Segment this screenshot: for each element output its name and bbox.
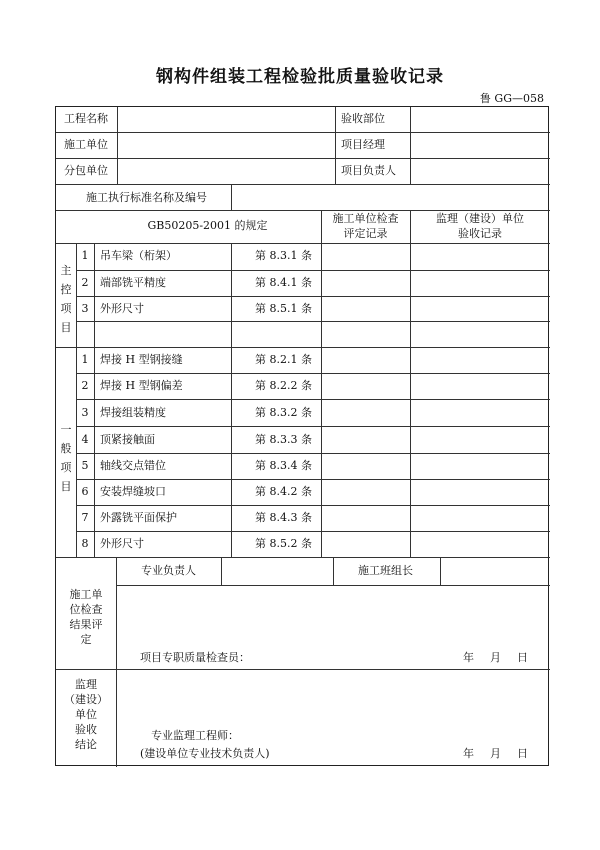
eval-month: 月 xyxy=(490,651,501,664)
general-items-label: 一 般 项 目 xyxy=(60,423,72,493)
standard-label: 施工执行标准名称及编号 xyxy=(86,191,207,204)
supervising-engineer-label: 专业监理工程师： xyxy=(151,729,239,742)
general-item-no: 7 xyxy=(81,511,89,524)
main-item-clause: 第 8.4.1 条 xyxy=(255,276,312,289)
acceptance-dept-label: 验收部位 xyxy=(341,112,385,125)
eval-day: 日 xyxy=(517,651,528,664)
general-item-clause: 第 8.2.2 条 xyxy=(255,379,312,392)
construction-unit-label: 施工单位 xyxy=(64,138,108,151)
general-item-clause: 第 8.4.3 条 xyxy=(255,511,312,524)
main-item-no: 1 xyxy=(81,249,89,262)
general-item-clause: 第 8.5.2 条 xyxy=(255,537,312,550)
quality-inspector-label: 项目专职质量检查员： xyxy=(140,651,250,664)
unit-check-header-line2: 评定记录 xyxy=(343,227,388,240)
general-item-name: 焊接 H 型钢偏差 xyxy=(100,379,183,392)
general-item-name: 外形尺寸 xyxy=(100,537,144,550)
general-item-name: 外露铣平面保护 xyxy=(100,511,177,524)
main-item-no: 3 xyxy=(81,302,89,315)
general-item-clause: 第 8.3.4 条 xyxy=(255,459,312,472)
document-title: 钢构件组装工程检验批质量验收记录 xyxy=(156,67,444,87)
main-item-name: 外形尺寸 xyxy=(100,302,144,315)
specialist-label: 专业负责人 xyxy=(141,564,196,577)
general-item-no: 1 xyxy=(81,353,89,366)
general-item-no: 5 xyxy=(81,459,89,472)
team-leader-label: 施工班组长 xyxy=(358,564,413,577)
general-item-name: 焊接组装精度 xyxy=(100,406,166,419)
main-item-name: 吊车梁（桁架） xyxy=(100,249,177,262)
construction-eval-label: 施工单 位检查 结果评 定 xyxy=(69,588,103,646)
supervision-month: 月 xyxy=(490,747,501,760)
project-name-label: 工程名称 xyxy=(64,112,108,125)
general-item-name: 轴线交点错位 xyxy=(100,459,166,472)
general-item-no: 2 xyxy=(81,379,89,392)
general-item-no: 4 xyxy=(81,433,89,446)
project-manager-label: 项目经理 xyxy=(341,138,385,151)
general-item-name: 顶紧接触面 xyxy=(100,433,155,446)
supervision-year: 年 xyxy=(463,747,474,760)
inspection-form xyxy=(55,106,549,766)
main-item-name: 端部铣平精度 xyxy=(100,276,166,289)
supervision-day: 日 xyxy=(517,747,528,760)
general-item-no: 3 xyxy=(81,406,89,419)
main-item-clause: 第 8.5.1 条 xyxy=(255,302,312,315)
supervisor-header-line2: 验收记录 xyxy=(458,227,502,240)
general-item-name: 焊接 H 型钢接缝 xyxy=(100,353,183,366)
owner-tech-lead-label: (建设单位专业技术负责人) xyxy=(140,747,270,760)
main-control-label: 主 控 项 目 xyxy=(60,264,72,334)
subcontract-unit-label: 分包单位 xyxy=(64,164,108,177)
supervision-label: 监理 （建设） 单位 验收 结论 xyxy=(64,678,108,751)
unit-check-header-line1: 施工单位检查 xyxy=(332,212,399,225)
general-item-clause: 第 8.3.2 条 xyxy=(255,406,312,419)
general-item-clause: 第 8.4.2 条 xyxy=(255,485,312,498)
regulation-header: GB50205-2001 的规定 xyxy=(147,219,268,232)
project-leader-label: 项目负责人 xyxy=(341,164,396,177)
general-item-no: 8 xyxy=(81,537,89,550)
form-code: 鲁 GG—058 xyxy=(479,92,544,105)
general-item-name: 安装焊缝坡口 xyxy=(100,485,166,498)
general-item-clause: 第 8.2.1 条 xyxy=(255,353,312,366)
main-item-no: 2 xyxy=(81,276,89,289)
main-item-clause: 第 8.3.1 条 xyxy=(255,249,312,262)
general-item-clause: 第 8.3.3 条 xyxy=(255,433,312,446)
eval-year: 年 xyxy=(463,651,474,664)
supervisor-header-line1: 监理（建设）单位 xyxy=(436,212,524,225)
general-item-no: 6 xyxy=(81,485,89,498)
